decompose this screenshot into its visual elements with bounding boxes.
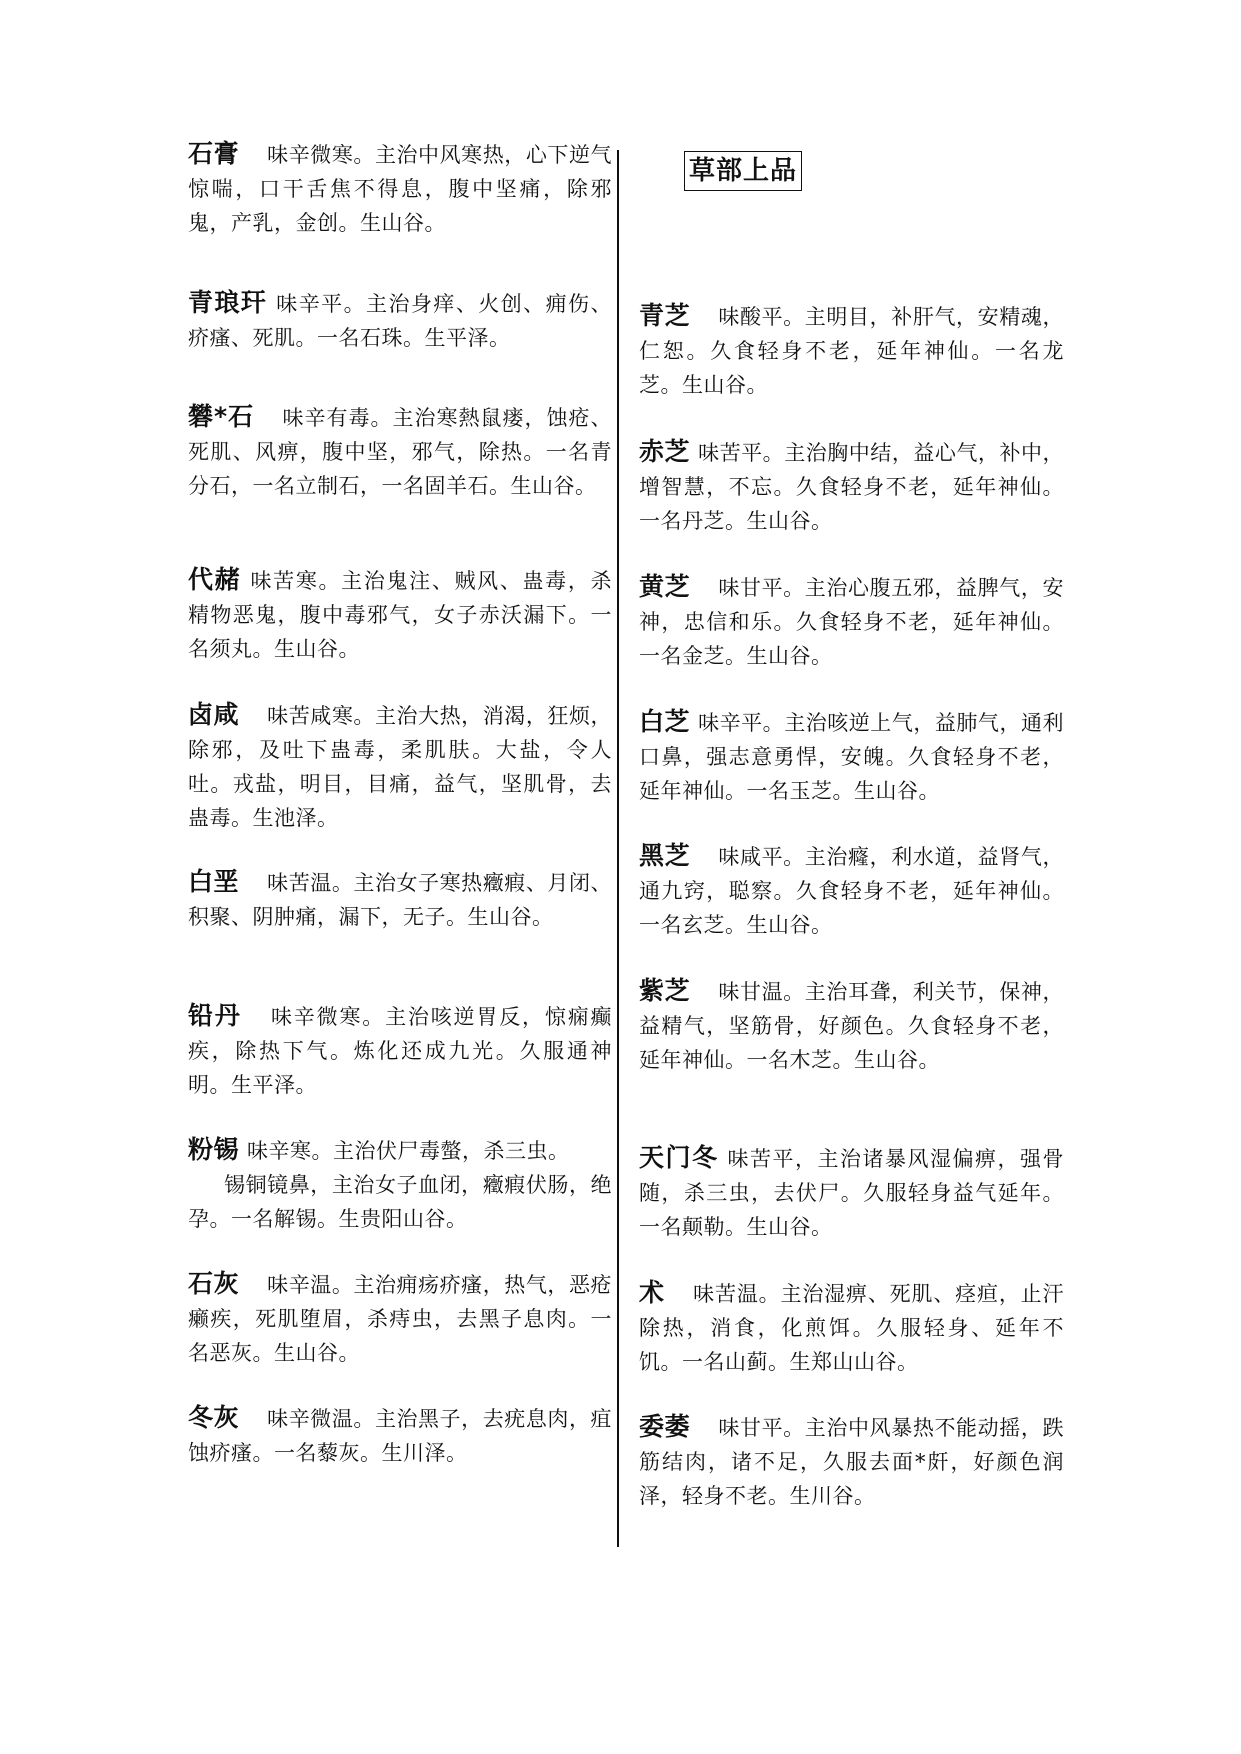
- entry-text: 味辛温。主治痈疡疥瘙，热气，恶疮癞疾，死肌堕眉，杀痔虫，去黑子息肉。一名恶灰。生山谷。: [188, 1273, 612, 1365]
- entry-text: 味苦寒。主治鬼注、贼风、蛊毒，杀精物恶鬼，腹中毒邪气，女子赤沃漏下。一名须丸。生山谷。: [188, 569, 612, 661]
- entry-text: 味甘平。主治心腹五邪，益脾气，安神，忠信和乐。久食轻身不老，延年神仙。一名金芝。生山谷。: [639, 576, 1064, 668]
- entry-name: 礬*石: [188, 402, 255, 431]
- entry-name: 代赭: [188, 565, 242, 594]
- entry-text-continued: 锡铜镜鼻，主治女子血闭，癥瘕伏肠，绝孕。一名解锡。生贵阳山谷。: [188, 1173, 612, 1231]
- entry-text: 味甘温。主治耳聋，利关节，保神，益精气，坚筋骨，好颜色。久食轻身不老，延年神仙。一名木芝。生山谷。: [639, 980, 1064, 1072]
- entry-name: 卤咸: [188, 700, 240, 729]
- entry-qinglanggan: [188, 286, 612, 355]
- entry-shihui: [188, 1267, 612, 1370]
- entry-weirui: [639, 1410, 1064, 1513]
- entry-chizhi: [639, 435, 1064, 538]
- entry-name: 白垩: [188, 867, 240, 896]
- entry-text: 味辛微寒。主治咳逆胃反，惊痫癫疾，除热下气。炼化还成九光。久服通神明。生平泽。: [188, 1005, 612, 1097]
- entry-qiandan: [188, 999, 612, 1102]
- entry-text: 味辛平。主治咳逆上气，益肺气，通利口鼻，强志意勇悍，安魄。久食轻身不老，延年神仙。一名玉芝。生山谷。: [639, 711, 1064, 803]
- entry-text: 味苦温。主治湿痹、死肌、痉疸，止汗除热，消食，化煎饵。久服轻身、延年不饥。一名山蓟。生郑山山谷。: [639, 1282, 1064, 1374]
- entry-text: 味苦平。主治胸中结，益心气，补中，增智慧，不忘。久食轻身不老，延年神仙。一名丹芝。生山谷。: [639, 441, 1064, 533]
- entry-name: 黄芝: [639, 572, 691, 601]
- entry-text: 味酸平。主明目，补肝气，安精魂，仁恕。久食轻身不老，延年神仙。一名龙芝。生山谷。: [639, 305, 1064, 397]
- entry-zizhi: [639, 974, 1064, 1077]
- entry-baie: [188, 865, 612, 934]
- entry-tianmendong: [639, 1141, 1064, 1244]
- column-divider: [617, 150, 619, 1547]
- entry-name: 白芝: [639, 707, 691, 736]
- entry-name: 黑芝: [639, 841, 691, 870]
- entry-text: 味甘平。主治中风暴热不能动摇，跌筋结肉，诸不足，久服去面*皯，好颜色润泽，轻身不老。生川谷。: [639, 1416, 1064, 1508]
- entry-text: 味辛有毒。主治寒熱鼠瘘，蚀疮、死肌、风痹，腹中坚，邪气，除热。一名青分石，一名立制石，一名固羊石。生山谷。: [188, 406, 612, 498]
- entry-text: 味辛平。主治身痒、火创、痈伤、疥瘙、死肌。一名石珠。生平泽。: [188, 292, 612, 350]
- entry-name: 天门冬: [639, 1143, 719, 1172]
- entry-fanshi: [188, 400, 612, 503]
- entry-shigao: [188, 137, 612, 240]
- entry-text: 味苦平，主治诸暴风湿偏痹，强骨随，杀三虫，去伏尸。久服轻身益气延年。一名颠勒。生山谷。: [639, 1147, 1064, 1239]
- entry-daizhe: [188, 563, 612, 666]
- entry-text: 味辛微寒。主治中风寒热，心下逆气惊喘，口干舌焦不得息，腹中坚痛，除邪鬼，产乳，金创。生山谷。: [188, 143, 612, 235]
- entry-text: 味苦温。主治女子寒热癥瘕、月闭、积聚、阴肿痛，漏下，无子。生山谷。: [188, 871, 612, 929]
- entry-fenxi: [188, 1133, 612, 1236]
- entry-huangzhi: [639, 570, 1064, 673]
- entry-name: 石膏: [188, 139, 240, 168]
- entry-name: 青琅玕: [188, 288, 268, 317]
- entry-name: 石灰: [188, 1269, 240, 1298]
- entry-text: 味辛微温。主治黑子，去疣息肉，疽蚀疥瘙。一名藜灰。生川泽。: [188, 1407, 612, 1465]
- entry-name: 冬灰: [188, 1403, 240, 1432]
- entry-qingzhi: [639, 299, 1064, 402]
- entry-text: 味苦咸寒。主治大热，消渴，狂烦，除邪，及吐下蛊毒，柔肌肤。大盐，令人吐。戎盐，明目，目痛，益气，坚肌骨，去蛊毒。生池泽。: [188, 704, 612, 830]
- entry-name: 粉锡: [188, 1135, 240, 1164]
- entry-donghui: [188, 1401, 612, 1470]
- entry-name: 赤芝: [639, 437, 691, 466]
- entry-text: 味辛寒。主治伏尸毒螫，杀三虫。: [247, 1139, 570, 1163]
- entry-name: 铅丹: [188, 1001, 242, 1030]
- entry-baizhi: [639, 705, 1064, 808]
- entry-zhu: [639, 1276, 1064, 1379]
- entry-luxian: [188, 698, 612, 835]
- section-title: 草部上品: [684, 151, 802, 191]
- entry-name: 紫芝: [639, 976, 691, 1005]
- entry-text: 味咸平。主治癃，利水道，益肾气，通九窍，聪察。久食轻身不老，延年神仙。一名玄芝。生山谷。: [639, 845, 1064, 937]
- entry-name: 青芝: [639, 301, 691, 330]
- entry-name: 委萎: [639, 1412, 691, 1441]
- entry-heizhi: [639, 839, 1064, 942]
- entry-name: 术: [639, 1278, 665, 1307]
